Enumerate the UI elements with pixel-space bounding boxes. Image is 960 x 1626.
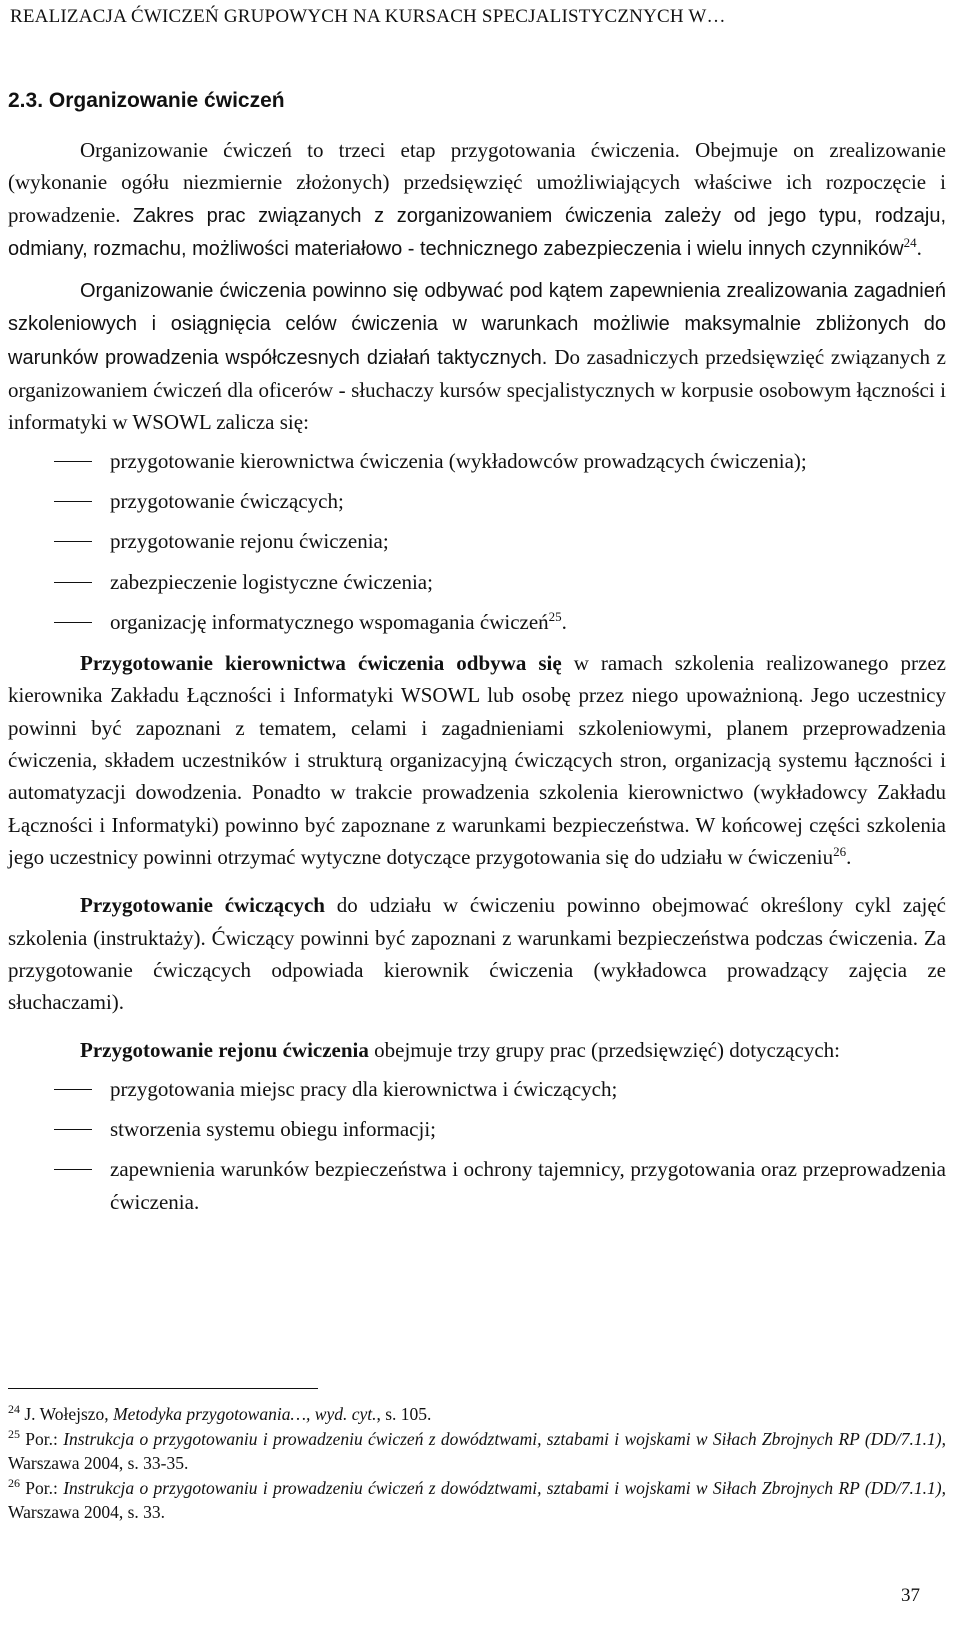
paragraph-3-end: . <box>846 844 852 869</box>
dash-bullet <box>54 461 92 462</box>
list-preparations <box>8 445 946 638</box>
footnote-ref-26[interactable]: 26 <box>833 843 847 859</box>
running-head: REALIZACJA ĆWICZEŃ GRUPOWYCH NA KURSACH SPECJALISTYCZNYCH W… <box>10 6 726 27</box>
paragraph-1 <box>8 134 946 265</box>
paragraph-4-bold: Przygotowanie ćwiczących <box>80 893 325 918</box>
list-item <box>8 445 946 477</box>
list-item-text: zabezpieczenie logistyczne ćwiczenia; <box>110 569 433 594</box>
footnote-title: Instrukcja o przygotowaniu i prowadzeniu ćwiczeń z dowództwami, sztabami i wojskami w Siłach Zbrojnych RP (DD/7.1.1) <box>63 1428 942 1449</box>
list-item <box>8 606 946 638</box>
footnote-text: , Warszawa 2004, s. 33. <box>8 1477 946 1522</box>
paragraph-1-sans: Zakres prac związanych z zorganizowaniem ćwiczenia zależy od jego typu, rodzaju, odmiany, rozmachu, możliwości materiałowo - technicznego zabezpieczenia i wielu innych czynników <box>8 204 946 260</box>
footnote-25 <box>8 1427 946 1476</box>
dash-bullet <box>54 1169 92 1170</box>
list-item-text: przygotowanie ćwiczących; <box>110 488 344 513</box>
page-body <box>8 88 946 1226</box>
paragraph-1-end: . <box>916 235 922 260</box>
footnote-number: 26 <box>8 1475 20 1490</box>
footnote-text: , s. 105. <box>376 1404 432 1424</box>
paragraph-3-bold: Przygotowanie kierownictwa ćwiczenia odbywa się <box>80 651 562 676</box>
paragraph-3 <box>8 647 946 873</box>
footnote-text: Por.: <box>20 1428 64 1449</box>
section-heading: 2.3. Organizowanie ćwiczeń <box>8 89 285 112</box>
footnote-text: , Warszawa 2004, s. 33-35. <box>8 1428 946 1473</box>
footnote-number: 25 <box>8 1426 20 1441</box>
footnote-title: Metodyka przygotowania…, wyd. cyt. <box>113 1404 377 1424</box>
footnote-text: J. Wołejszo, <box>20 1404 114 1424</box>
paragraph-5 <box>8 1034 946 1066</box>
list-item <box>8 485 946 517</box>
dash-bullet <box>54 1129 92 1130</box>
footnote-separator <box>8 1388 318 1389</box>
dash-bullet <box>54 622 92 623</box>
paragraph-4-text: do udziału w ćwiczeniu powinno obejmować określony cykl zajęć szkolenia (instruktaży). Ćwiczący powinni być zapoznani z warunkami bezpieczeństwa podczas ćwiczenia. Za przygotowanie ćwiczących odpowiada kierownik ćwiczenia (wykładowca prowadzący zajęcia ze słuchaczami). <box>8 893 947 1015</box>
list-item-text: zapewnienia warunków bezpieczeństwa i ochrony tajemnicy, przygotowania oraz przeprowadzenia ćwiczenia. <box>110 1157 946 1214</box>
list-item-text: przygotowanie kierownictwa ćwiczenia (wykładowców prowadzących ćwiczenia); <box>110 448 807 473</box>
dash-bullet <box>54 541 92 542</box>
dash-bullet <box>54 501 92 502</box>
list-item-end: . <box>561 609 567 634</box>
paragraph-3-text: w ramach szkolenia realizowanego przez kierownika Zakładu Łączności i Informatyki WSOWL lub osobę przez niego upoważnioną. Jego uczestnicy powinni być zapoznani z tematem, celami i zagadnieniami szkoleniowymi, planem przeprowadzenia ćwiczenia, składem uczestników i strukturą organizacyjną ćwiczących stron, organizacją systemu łączności i automatyzacji dowodzenia. Ponadto w trakcie prowadzenia szkolenia kierownictwo (wykładowcy Zakładu Łączności i Informatyki) powinno być zapoznane z warunkami bezpieczeństwa. W końcowej części szkolenia jego uczestnicy powinni otrzymać wytyczne dotyczące przygotowania się do udziału w ćwiczeniu <box>8 651 946 869</box>
list-area-preparation <box>8 1073 946 1218</box>
list-item <box>8 525 946 557</box>
footnote-title: Instrukcja o przygotowaniu i prowadzeniu ćwiczeń z dowództwami, sztabami i wojskami w Siłach Zbrojnych RP (DD/7.1.1) <box>63 1477 942 1498</box>
paragraph-4 <box>8 889 946 1018</box>
footnote-26 <box>8 1476 946 1525</box>
paragraph-5-bold: Przygotowanie rejonu ćwiczenia <box>80 1038 369 1063</box>
footnote-number: 24 <box>8 1402 20 1416</box>
list-item <box>8 1113 946 1145</box>
list-item-text: przygotowanie rejonu ćwiczenia; <box>110 529 389 554</box>
paragraph-2-serif: Do zasadniczych przedsięwzięć związanych z organizowaniem ćwiczeń dla oficerów - słuchaczy kursów specjalistycznych w korpusie osobowym łączności i informatyki w WSOWL zalicza się: <box>8 344 946 435</box>
footnote-ref-25[interactable]: 25 <box>548 608 562 624</box>
dash-bullet <box>54 582 92 583</box>
list-item <box>8 1073 946 1105</box>
dash-bullet <box>54 1089 92 1090</box>
paragraph-5-text: obejmuje trzy grupy prac (przedsięwzięć) dotyczących: <box>368 1038 840 1063</box>
list-item <box>8 566 946 598</box>
list-item-text: przygotowania miejsc pracy dla kierownictwa i ćwiczących; <box>110 1076 618 1101</box>
list-item-text: organizację informatycznego wspomagania ćwiczeń <box>110 609 549 634</box>
paragraph-2-sans: Organizowanie ćwiczenia powinno się odbywać pod kątem zapewnienia zrealizowania zagadnień szkoleniowych i osiągnięcia celów ćwiczenia w warunkach możliwie maksymalnie zbliżonych do warunków prowadzenia współczesnych działań taktycznych. <box>8 280 946 369</box>
list-item-text: stworzenia systemu obiegu informacji; <box>110 1117 437 1142</box>
footnote-text: Por.: <box>20 1477 64 1498</box>
paragraph-1-serif: Organizowanie ćwiczeń to trzeci etap przygotowania ćwiczenia. Obejmuje on zrealizowanie (wykonanie ogółu niezmiernie złożonych) przedsięwzięć umożliwiających właściwe ich rozpoczęcie i prowadzenie. <box>8 138 946 227</box>
footnotes <box>8 1402 946 1525</box>
paragraph-2 <box>8 274 946 438</box>
footnote-ref-24[interactable]: 24 <box>903 234 917 250</box>
list-item <box>8 1153 946 1218</box>
page-number: 37 <box>901 1585 920 1606</box>
footnote-24 <box>8 1402 946 1427</box>
